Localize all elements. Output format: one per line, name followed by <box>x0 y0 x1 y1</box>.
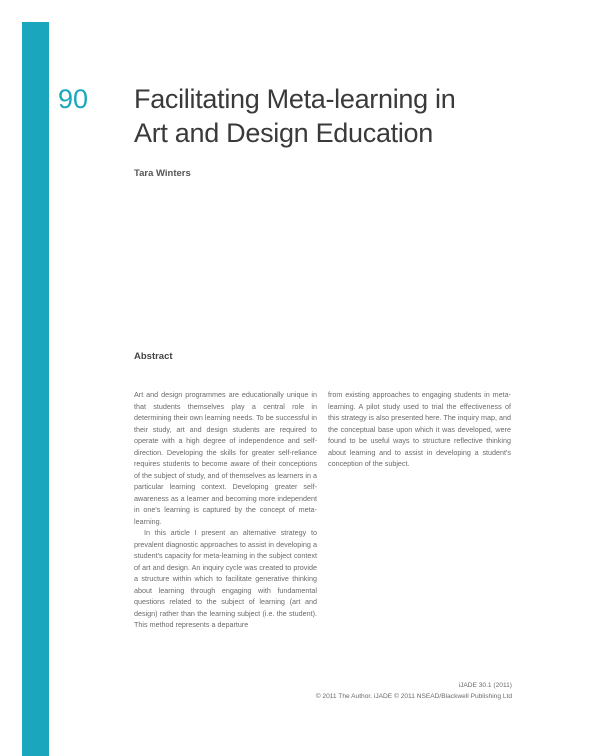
page-number: 90 <box>58 84 89 114</box>
abstract-heading: Abstract <box>134 351 173 362</box>
page-footer <box>316 681 512 702</box>
copyright-notice: © 2011 The Author. iJADE © 2011 NSEAD/Blackwell Publishing Ltd <box>315 692 512 700</box>
title-line-1: Facilitating Meta-learning in <box>134 84 456 114</box>
journal-citation: iJADE 30.1 (2011) <box>458 682 512 689</box>
abstract-column-left <box>134 389 317 631</box>
abstract-column-right <box>328 389 511 470</box>
abstract-paragraph: In this article I present an alternative strategy to prevalent diagnostic approaches to assist in developing a student's capacity for meta-learning in the subject context of art and design. An inquiry cycle was created to provide a structure within which to facilitate generative thinking about learning through engaging with fundamental questions related to the subject of learning (art and design) rather than the learning subject (i.e. the student). This method represents a departure <box>134 528 317 629</box>
abstract-paragraph: from existing approaches to engaging students in meta-learning. A pilot study used to trial the effectiveness of this strategy is also presented here. The inquiry map, and the conceptual base upon which it was developed, were found to be useful ways to structure reflective thinking about learning and to assist in developing a student's conception of the subject. <box>328 390 511 468</box>
accent-side-bar <box>22 22 49 756</box>
author-name: Tara Winters <box>134 168 191 179</box>
article-title <box>134 82 534 150</box>
abstract-paragraph: Art and design programmes are educationally unique in that students themselves play a central role in determining their own learning needs. To be successful in their study, art and design students are required to operate with a high degree of independence and self-direction. Developing the skills for greater self-reliance requires students to become aware of their conceptions of the subject of study, and of themselves as learners in a particular learning context. Developing greater self-awareness as a learner and becoming more independent in one's learning is captured by the concept of meta-learning. <box>134 390 317 526</box>
title-line-2: Art and Design Education <box>134 118 433 148</box>
